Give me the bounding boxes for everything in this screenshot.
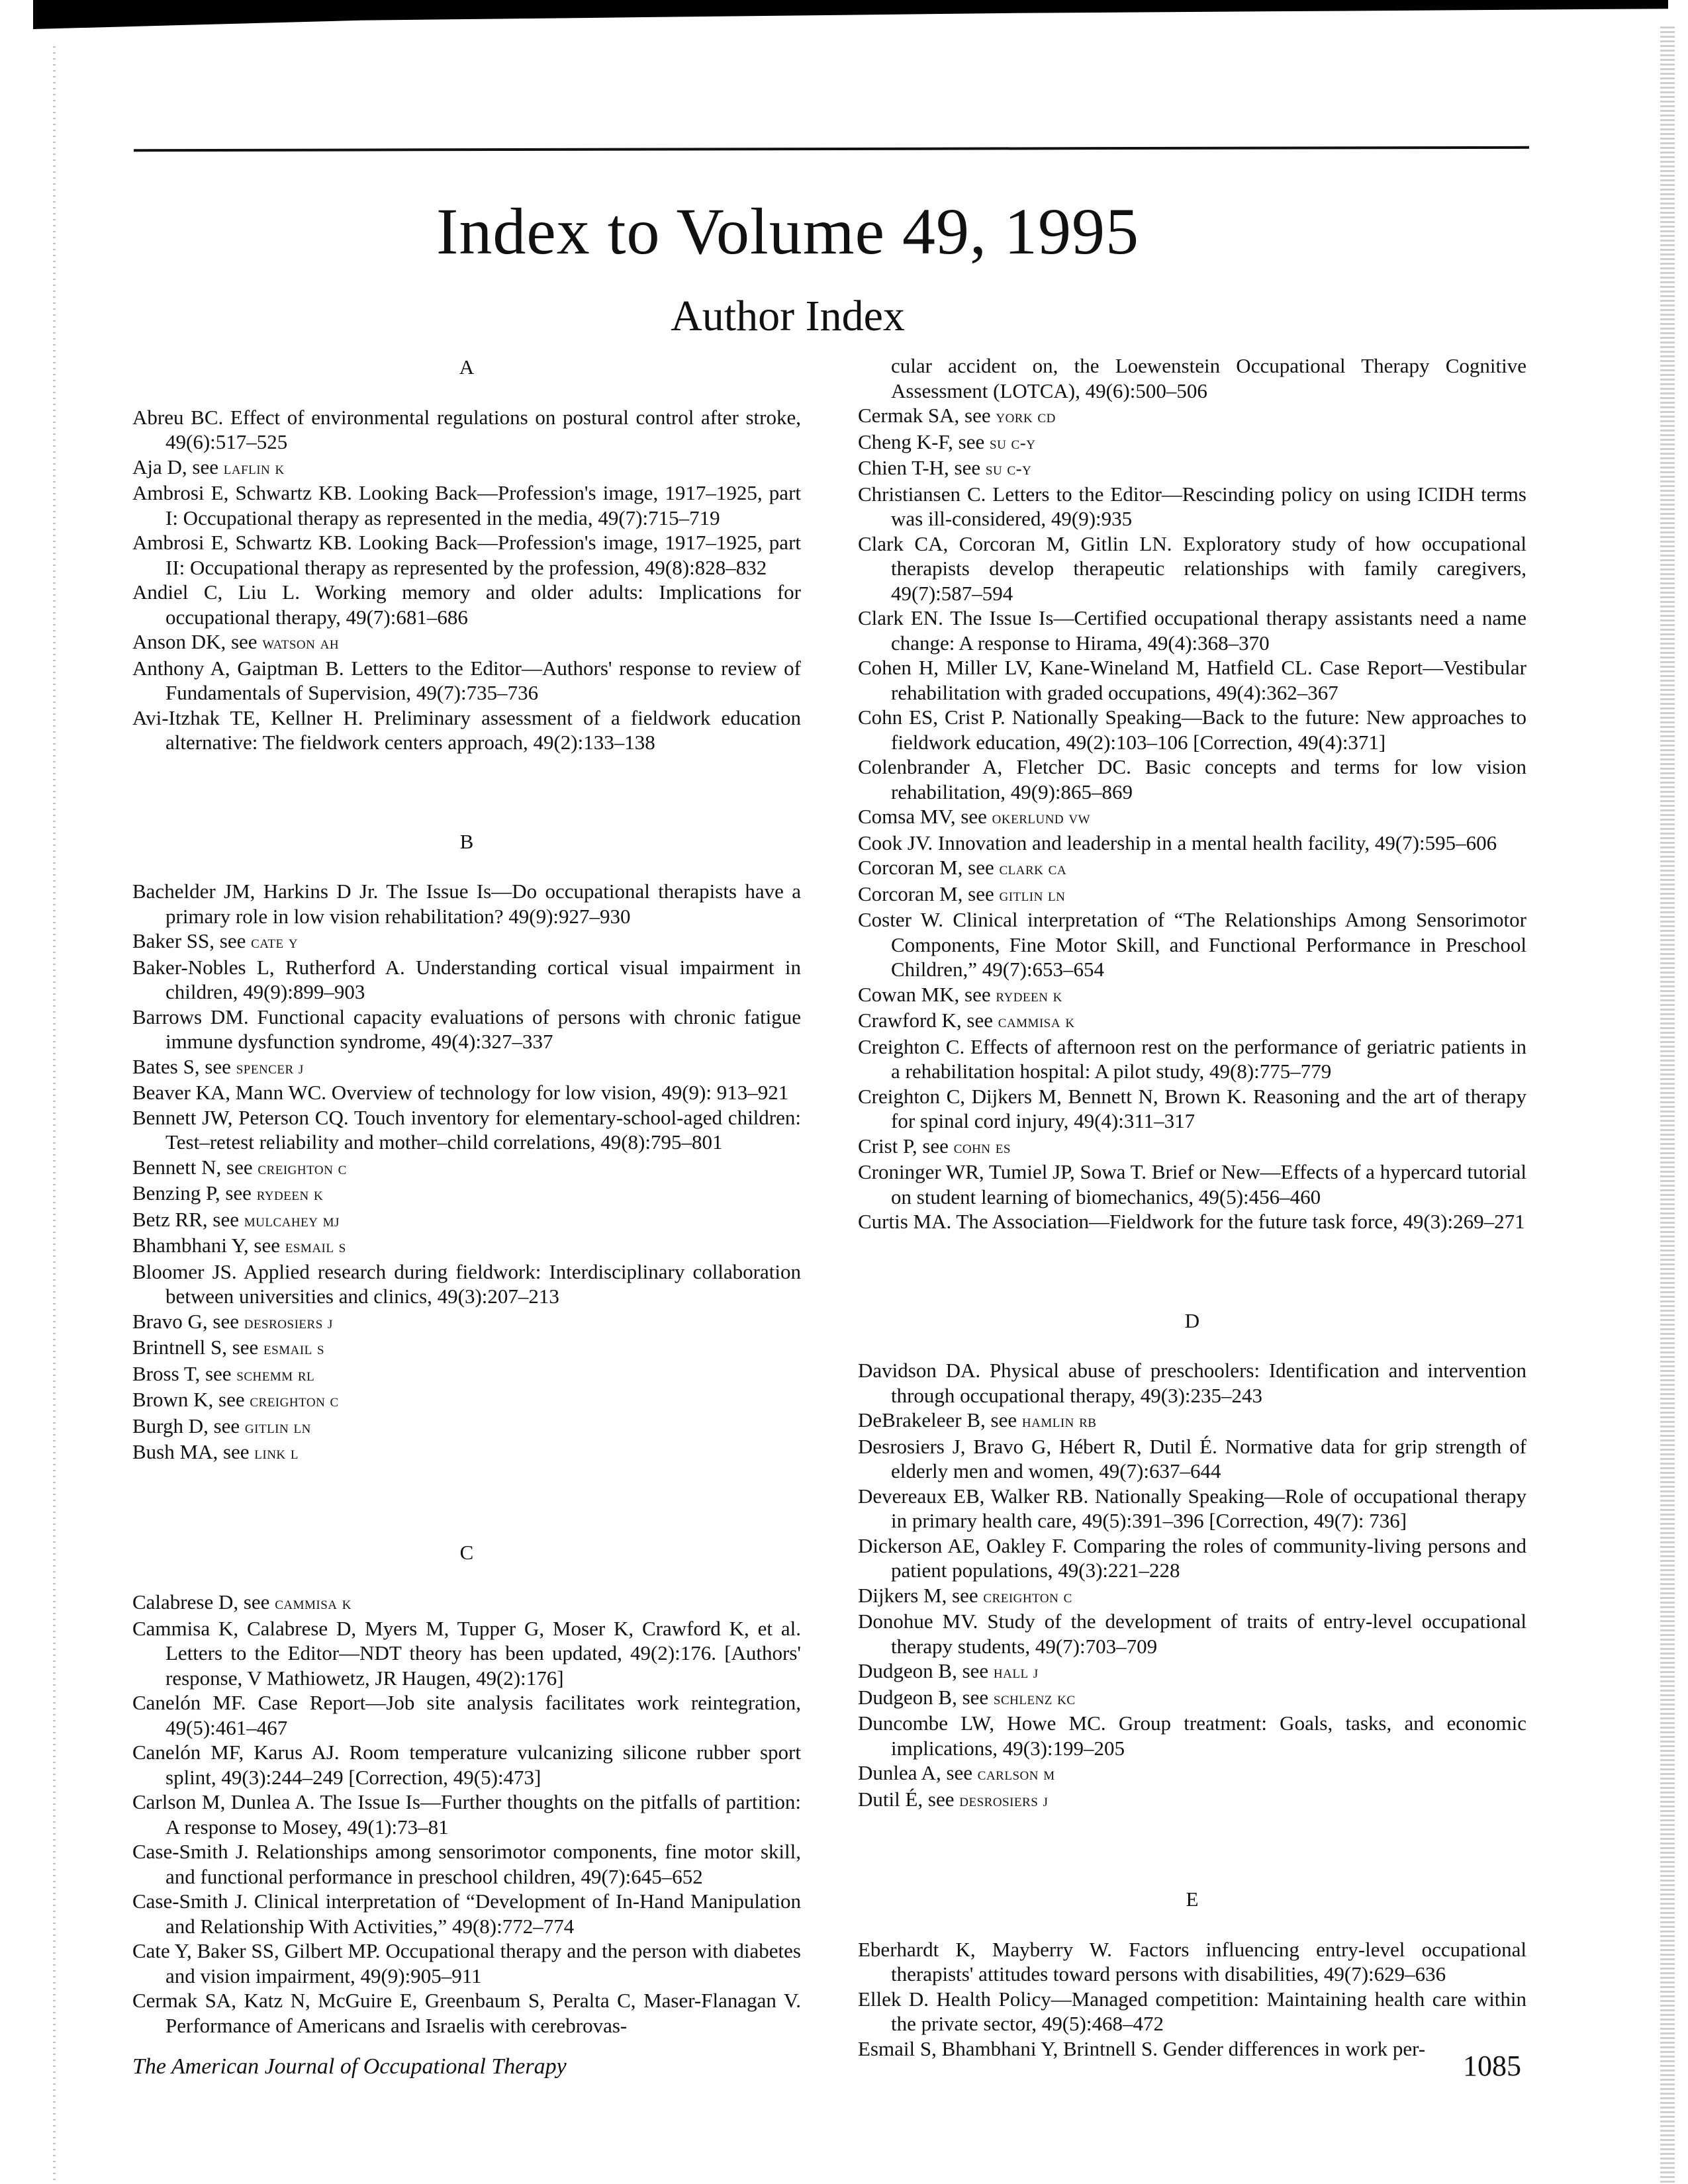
entry-text: Donohue MV. Study of the development of traits of entry-level occupational therapy students, 49(7):703–709: [858, 1610, 1526, 1658]
entry-text: Davidson DA. Physical abuse of preschoolers: Identification and intervention through occupational therapy, 49(3):235–243: [858, 1359, 1526, 1407]
cross-reference: hall j: [993, 1662, 1039, 1682]
entry-text: Andiel C, Liu L. Working memory and older adults: Implications for occupational therapy, 49(7):681–686: [132, 580, 801, 629]
index-entry: [132, 1233, 801, 1259]
cross-reference: su c-y: [990, 432, 1036, 453]
index-entry: [132, 405, 801, 455]
index-entry: [132, 1889, 801, 1938]
section-letter-heading: C: [459, 1540, 474, 1564]
index-entry: [132, 1080, 801, 1105]
section-spacer: [132, 854, 801, 879]
entry-text: Benzing P, see: [132, 1181, 257, 1205]
section-spacer: [132, 1565, 801, 1590]
scan-edge-top: [33, 0, 1668, 29]
scan-edge-left: [53, 46, 56, 2184]
entry-text: Corcoran M, see: [858, 856, 1000, 879]
entry-text: Case-Smith J. Relationships among sensorimotor components, fine motor skill, and functional performance in preschool children, 49(7):645–652: [132, 1840, 801, 1888]
entry-text: Ambrosi E, Schwartz KB. Looking Back—Profession's image, 1917–1925, part I: Occupational therapy as represented in the media, 49(7):715–719: [132, 481, 801, 529]
index-entry: [132, 1938, 801, 1988]
index-entry: [132, 1054, 801, 1081]
entry-text: Cheng K-F, see: [858, 430, 990, 453]
entry-text: Desrosiers J, Bravo G, Hébert R, Dutil É. Normative data for grip strength of elderly men and women, 49(7):637–644: [858, 1434, 1526, 1482]
entry-text: Clark CA, Corcoran M, Gitlin LN. Exploratory study of how occupational therapists develop therapeutic relationships with family caregivers, 49(7):587–594: [858, 531, 1526, 605]
header-rule: [134, 146, 1529, 152]
index-entry-continuation: cular accident on, the Loewenstein Occupational Therapy Cognitive Assessment (LOTCA), 49(6):500–506: [891, 354, 1526, 402]
entry-text: Dijkers M, see: [858, 1583, 984, 1607]
index-entry: [132, 1309, 801, 1336]
entry-text: Cate Y, Baker SS, Gilbert MP. Occupational therapy and the person with diabetes and vision impairment, 49(9):905–911: [132, 1939, 801, 1987]
index-entry: [132, 955, 801, 1005]
index-entry: [132, 1259, 801, 1309]
cross-reference: laflin k: [223, 457, 285, 478]
index-entry: [132, 1839, 801, 1889]
entry-text: Cohen H, Miller LV, Kane-Wineland M, Hatfield CL. Case Report—Vestibular rehabilitation with graded occupations, 49(4):362–367: [858, 656, 1526, 704]
index-entry: [132, 1616, 801, 1691]
index-entry: [858, 403, 1526, 430]
entry-text: Cowan MK, see: [858, 982, 996, 1006]
cross-reference: esmail s: [285, 1236, 346, 1256]
entry-text: Crawford K, see: [858, 1009, 998, 1032]
index-subtitle: Author Index: [671, 292, 905, 340]
entry-text: Cook JV. Innovation and leadership in a mental health facility, 49(7):595–606: [858, 831, 1497, 854]
index-entry: [132, 1155, 801, 1181]
entry-text: Corcoran M, see: [858, 882, 1000, 905]
cross-reference: cohn es: [953, 1136, 1011, 1157]
index-entry: [858, 1008, 1526, 1034]
index-entry: [132, 705, 801, 755]
section-spacer: [132, 1466, 801, 1540]
entry-text: Canelón MF, Karus AJ. Room temperature vulcanizing silicone rubber sport splint, 49(3):244–249 [Correction, 49(5):473]: [132, 1741, 801, 1789]
section-letter-heading: E: [1186, 1888, 1199, 1911]
index-entry: [132, 1361, 801, 1388]
cross-reference: esmail s: [263, 1338, 325, 1358]
cross-reference: clark ca: [999, 858, 1067, 878]
index-entry: [132, 1335, 801, 1361]
cross-reference: desrosiers j: [959, 1790, 1049, 1810]
page-number: 1085: [1463, 2050, 1521, 2082]
footer-journal-name: The American Journal of Occupational Therapy: [132, 2054, 567, 2079]
index-entry: [132, 1105, 801, 1155]
index-entry: [858, 1034, 1526, 1084]
index-entry: [858, 855, 1526, 882]
cross-reference: spencer j: [236, 1057, 304, 1077]
cross-reference: mulcahey mj: [244, 1210, 340, 1230]
entry-text: Dunlea A, see: [858, 1761, 978, 1784]
cross-reference: carlson m: [977, 1764, 1055, 1784]
cross-reference: creighton c: [258, 1158, 347, 1178]
section-letter-heading: A: [459, 355, 475, 379]
index-entry: [858, 831, 1526, 856]
entry-text: Dickerson AE, Oakley F. Comparing the roles of community-living persons and patient populations, 49(3):221–228: [858, 1533, 1526, 1582]
index-entry: [858, 1160, 1526, 1209]
index-entry: [858, 1987, 1526, 2036]
index-entry: [858, 1583, 1526, 1610]
index-entry: [132, 1181, 801, 1207]
entry-text: Colenbrander A, Fletcher DC. Basic concepts and terms for low vision rehabilitation, 49(9):865–869: [858, 755, 1526, 803]
entry-text: Bachelder JM, Harkins D Jr. The Issue Is—Do occupational therapists have a primary role in low vision rehabilitation? 49(9):927–930: [132, 880, 801, 928]
index-entry: [132, 879, 801, 929]
index-entry: [858, 655, 1526, 705]
entry-text: Cermak SA, Katz N, McGuire E, Greenbaum S, Peralta C, Maser-Flanagan V. Performance of Americans and Israelis with cerebrovas-: [132, 1989, 801, 2037]
entry-text: Barrows DM. Functional capacity evaluations of persons with chronic fatigue immune dysfunction syndrome, 49(4):327–337: [132, 1005, 801, 1053]
entry-text: Betz RR, see: [132, 1207, 244, 1231]
cross-reference: gitlin ln: [244, 1416, 311, 1437]
index-entry: [132, 1414, 801, 1440]
index-entry: [132, 580, 801, 629]
entry-text: Bates S, see: [132, 1054, 236, 1078]
entry-text: Ellek D. Health Policy—Managed competition: Maintaining health care within the private sector, 49(5):468–472: [858, 1987, 1526, 2035]
cross-reference: watson ah: [262, 633, 340, 653]
index-entry: [858, 1084, 1526, 1134]
scan-edge-right: [1660, 26, 1675, 2184]
cross-reference: schemm rl: [236, 1364, 315, 1385]
entry-text: Bross T, see: [132, 1361, 237, 1385]
entry-text: Comsa MV, see: [858, 805, 992, 828]
entry-text: Dudgeon B, see: [858, 1659, 994, 1682]
index-entry: [858, 1408, 1526, 1434]
entry-text: Bhambhani Y, see: [132, 1234, 285, 1257]
index-entry: [132, 1590, 801, 1616]
index-entry: [858, 1209, 1526, 1234]
cross-reference: creighton c: [983, 1586, 1072, 1606]
index-entry: [858, 1760, 1526, 1787]
index-entry: [858, 1659, 1526, 1685]
entry-text: Esmail S, Bhambhani Y, Brintnell S. Gender differences in work per-: [858, 2036, 1426, 2060]
index-entry: [132, 530, 801, 580]
section-spacer: [132, 755, 801, 829]
entry-text: Baker-Nobles L, Rutherford A. Understanding cortical visual impairment in children, 49(9):899–903: [132, 955, 801, 1003]
entry-text: Bravo G, see: [132, 1309, 244, 1333]
index-entry: [132, 629, 801, 656]
entry-text: Carlson M, Dunlea A. The Issue Is—Further thoughts on the pitfalls of partition: A response to Mosey, 49(1):73–81: [132, 1790, 801, 1839]
left-column: [132, 355, 801, 2038]
entry-text: Crist P, see: [858, 1134, 954, 1158]
section-spacer: [858, 1333, 1526, 1358]
entry-text: Dudgeon B, see: [858, 1685, 994, 1709]
index-entry: [858, 1434, 1526, 1484]
entry-text: Bush MA, see: [132, 1440, 255, 1463]
cross-reference: desrosiers j: [244, 1312, 333, 1332]
index-entry: [858, 804, 1526, 831]
cross-reference: schlenz kc: [993, 1688, 1076, 1708]
index-entry: [132, 1439, 801, 1466]
section-letter-heading: D: [1184, 1308, 1200, 1332]
index-entry: [858, 606, 1526, 655]
index-entry: [858, 531, 1526, 606]
entry-text: Avi-Itzhak TE, Kellner H. Preliminary assessment of a fieldwork education alternative: The fieldwork centers approach, 49(2):133–138: [132, 705, 801, 754]
index-entry: [858, 1358, 1526, 1408]
entry-text: Aja D, see: [132, 455, 224, 478]
index-entry: [858, 482, 1526, 531]
index-entry: [858, 2036, 1526, 2062]
index-entry: [132, 455, 801, 481]
entry-text: Chien T-H, see: [858, 456, 986, 479]
entry-text: Bennett JW, Peterson CQ. Touch inventory for elementary-school-aged children: Test–retest reliability and mother–child correlations, 49(8):795–801: [132, 1105, 801, 1154]
cross-reference: york cd: [996, 406, 1056, 426]
entry-text: Abreu BC. Effect of environmental regulations on postural control after stroke, 49(6):517–525: [132, 405, 801, 453]
entry-text: Canelón MF. Case Report—Job site analysis facilitates work reintegration, 49(5):461–467: [132, 1691, 801, 1739]
index-entry: [858, 455, 1526, 482]
cross-reference: su c-y: [985, 459, 1032, 478]
entry-text: Calabrese D, see: [132, 1590, 275, 1614]
index-entry: [858, 1937, 1526, 1987]
page-title: Index to Volume 49, 1995: [436, 195, 1139, 268]
entry-text: Christiansen C. Letters to the Editor—Rescinding policy on using ICIDH terms was ill-considered, 49(9):935: [858, 482, 1526, 530]
cross-reference: okerlund vw: [992, 807, 1091, 827]
cross-reference: cammisa k: [275, 1593, 352, 1613]
index-entry: [858, 1787, 1526, 1813]
entry-text: Bloomer JS. Applied research during fieldwork: Interdisciplinary collaboration between universities and clinics, 49(3):207–213: [132, 1259, 801, 1308]
index-entry: [858, 430, 1526, 456]
section-spacer: [858, 1813, 1526, 1887]
entry-text: Creighton C, Dijkers M, Bennett N, Brown K. Reasoning and the art of therapy for spinal cord injury, 49(4):311–317: [858, 1084, 1526, 1132]
index-entry: [132, 929, 801, 955]
index-entry: [858, 705, 1526, 754]
entry-text: Cammisa K, Calabrese D, Myers M, Tupper G, Moser K, Crawford K, et al. Letters to the Editor—NDT theory has been updated, 49(2):176. [Authors' response, V Mathiowetz, JR Haugen, 49(2):176]: [132, 1616, 801, 1690]
entry-text: Baker SS, see: [132, 929, 252, 952]
index-entry: [858, 882, 1526, 908]
index-entry: [132, 656, 801, 705]
section-spacer: [858, 1234, 1526, 1308]
index-entry: [858, 1533, 1526, 1583]
index-entry: [132, 1690, 801, 1740]
cross-reference: hamlin rb: [1021, 1411, 1097, 1431]
entry-text: Clark EN. The Issue Is—Certified occupational therapy assistants need a name change: A response to Hirama, 49(4):368–370: [858, 606, 1526, 655]
entry-text: Anson DK, see: [132, 630, 263, 653]
entry-text: Burgh D, see: [132, 1414, 245, 1437]
entry-text: Creighton C. Effects of afternoon rest on the performance of geriatric patients in a rehabilitation hospital: A pilot study, 49(8):775–779: [858, 1034, 1526, 1083]
cross-reference: rydeen k: [996, 985, 1062, 1005]
section-spacer: [132, 380, 801, 405]
entry-text: Coster W. Clinical interpretation of “The Relationships Among Sensorimotor Components, Fine Motor Skill, and Functional Performance in Preschool Children,” 49(7):653–654: [858, 908, 1526, 981]
entry-text: Croninger WR, Tumiel JP, Sowa T. Brief or New—Effects of a hypercard tutorial on student learning of biomechanics, 49(5):456–460: [858, 1160, 1526, 1208]
index-entry: [858, 982, 1526, 1009]
cross-reference: cammisa k: [998, 1011, 1075, 1031]
index-entry: [858, 1134, 1526, 1160]
cross-reference: cate y: [251, 932, 299, 952]
entry-text: Cohn ES, Crist P. Nationally Speaking—Back to the future: New approaches to fieldwork education, 49(2):103–106 [Correction, 49(4):371]: [858, 705, 1526, 754]
index-entry: [858, 907, 1526, 982]
cross-reference: creighton c: [250, 1390, 339, 1410]
entry-text: Curtis MA. The Association—Fieldwork for the future task force, 49(3):269–271: [858, 1210, 1525, 1233]
index-entry: [858, 1609, 1526, 1659]
section-letter-heading: B: [459, 829, 474, 853]
index-entry: [132, 1988, 801, 2038]
entry-text: Duncombe LW, Howe MC. Group treatment: Goals, tasks, and economic implications, 49(3):199–205: [858, 1711, 1526, 1760]
index-entry: [858, 1685, 1526, 1711]
cross-reference: gitlin ln: [999, 884, 1066, 905]
entry-text: Devereaux EB, Walker RB. Nationally Speaking—Role of occupational therapy in primary health care, 49(5):391–396 [Correction, 49(7): 736]: [858, 1484, 1526, 1532]
index-entry: [132, 1207, 801, 1234]
index-entry: [858, 754, 1526, 804]
cross-reference: link l: [254, 1443, 299, 1463]
entry-text: Case-Smith J. Clinical interpretation of “Development of In-Hand Manipulation and Relationship With Activities,” 49(8):772–774: [132, 1889, 801, 1938]
section-spacer: [858, 1912, 1526, 1937]
entry-text: Beaver KA, Mann WC. Overview of technology for low vision, 49(9): 913–921: [132, 1081, 789, 1104]
index-entry: [132, 1387, 801, 1414]
entry-text: Bennett N, see: [132, 1155, 258, 1179]
index-entry: [858, 1711, 1526, 1760]
index-entry: [858, 1484, 1526, 1533]
index-entry: [132, 1740, 801, 1790]
entry-text: Dutil É, see: [858, 1787, 960, 1811]
entry-text: Ambrosi E, Schwartz KB. Looking Back—Profession's image, 1917–1925, part II: Occupational therapy as represented by the profession, 49(8):828–832: [132, 531, 801, 579]
entry-text: DeBrakeleer B, see: [858, 1408, 1022, 1432]
entry-text: Brintnell S, see: [132, 1336, 264, 1359]
entry-text: Eberhardt K, Mayberry W. Factors influencing entry-level occupational therapists' attitudes toward persons with disabilities, 49(7):629–636: [858, 1937, 1526, 1985]
index-entry: [132, 1790, 801, 1839]
cross-reference: rydeen k: [256, 1184, 324, 1204]
entry-text: Cermak SA, see: [858, 404, 996, 427]
entry-text: Anthony A, Gaiptman B. Letters to the Editor—Authors' response to review of Fundamentals of Supervision, 49(7):735–736: [132, 656, 801, 704]
index-entry: [132, 1005, 801, 1054]
right-column: [858, 353, 1526, 2061]
entry-text: Brown K, see: [132, 1388, 250, 1411]
index-entry: [132, 480, 801, 530]
